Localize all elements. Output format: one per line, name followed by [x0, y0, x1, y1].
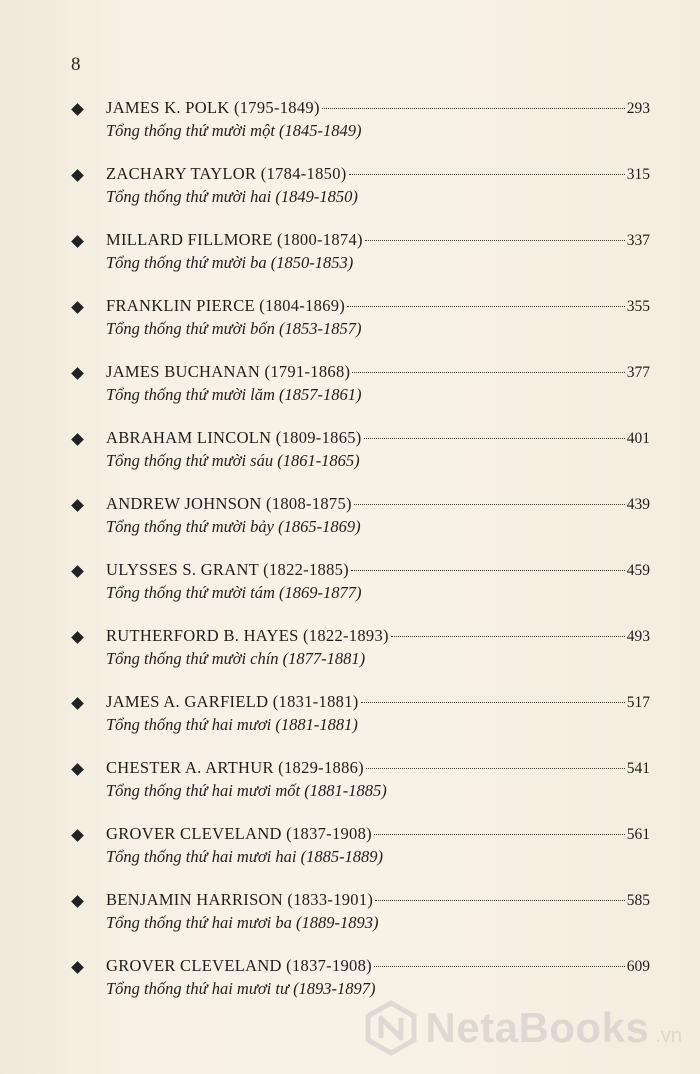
entry-subtitle: Tổng thống thứ mười sáu (1861-1865) [106, 451, 360, 470]
entry-subtitle: Tổng thống thứ hai mươi (1881-1881) [106, 715, 358, 734]
entry-name: BENJAMIN HARRISON (1833-1901) [106, 890, 374, 909]
diamond-bullet-icon [71, 631, 84, 644]
dot-leader [364, 438, 625, 439]
entry-page-number: 493 [626, 628, 650, 645]
diamond-bullet-icon [71, 829, 84, 842]
entry-name: ZACHARY TAYLOR (1784-1850) [106, 164, 347, 183]
toc-entry [70, 624, 650, 690]
diamond-bullet-icon [71, 763, 84, 776]
entry-subtitle: Tổng thống thứ hai mươi ba (1889-1893) [106, 913, 379, 932]
entry-subtitle: Tổng thống thứ mười bảy (1865-1869) [106, 517, 361, 536]
diamond-bullet-icon [71, 301, 84, 314]
watermark-brand: NetaBooks [425, 1004, 650, 1051]
page-number: 8 [71, 54, 81, 75]
diamond-bullet-icon [71, 235, 84, 248]
entry-subtitle: Tổng thống thứ hai mươi tư (1893-1897) [106, 979, 376, 998]
entry-subtitle: Tổng thống thứ hai mươi hai (1885-1889) [106, 847, 384, 866]
toc-entry [70, 294, 650, 360]
diamond-bullet-icon [71, 565, 84, 578]
dot-leader [352, 372, 624, 373]
toc-entry [70, 756, 650, 822]
dot-leader [391, 636, 625, 637]
dot-leader [322, 108, 625, 109]
watermark [363, 1000, 682, 1056]
entry-name: MILLARD FILLMORE (1800-1874) [106, 230, 363, 249]
entry-name: JAMES A. GARFIELD (1831-1881) [106, 692, 359, 711]
toc-entry [70, 228, 650, 294]
netabooks-logo-icon [363, 1000, 419, 1056]
entry-subtitle: Tổng thống thứ mười một (1845-1849) [106, 121, 362, 140]
diamond-bullet-icon [71, 499, 84, 512]
table-of-contents [70, 96, 650, 1020]
entry-name: RUTHERFORD B. HAYES (1822-1893) [106, 626, 389, 645]
dot-leader [361, 702, 625, 703]
dot-leader [349, 174, 625, 175]
entry-name: ULYSSES S. GRANT (1822-1885) [106, 560, 349, 579]
entry-page-number: 401 [626, 430, 650, 447]
dot-leader [374, 834, 625, 835]
dot-leader [354, 504, 625, 505]
entry-page-number: 459 [626, 562, 650, 579]
entry-page-number: 377 [626, 364, 650, 381]
watermark-suffix: .vn [655, 1025, 682, 1047]
entry-subtitle: Tổng thống thứ mười ba (1850-1853) [106, 253, 354, 272]
entry-subtitle: Tổng thống thứ mười lăm (1857-1861) [106, 385, 362, 404]
entry-name: ABRAHAM LINCOLN (1809-1865) [106, 428, 362, 447]
entry-subtitle: Tổng thống thứ mười tám (1869-1877) [106, 583, 362, 602]
entry-name: JAMES BUCHANAN (1791-1868) [106, 362, 351, 381]
toc-entry [70, 690, 650, 756]
entry-name: GROVER CLEVELAND (1837-1908) [106, 956, 372, 975]
toc-entry [70, 360, 650, 426]
diamond-bullet-icon [71, 895, 84, 908]
entry-subtitle: Tổng thống thứ mười bốn (1853-1857) [106, 319, 362, 338]
entry-page-number: 585 [626, 892, 650, 909]
diamond-bullet-icon [71, 169, 84, 182]
entry-subtitle: Tổng thống thứ mười hai (1849-1850) [106, 187, 358, 206]
diamond-bullet-icon [71, 367, 84, 380]
diamond-bullet-icon [71, 697, 84, 710]
toc-entry [70, 822, 650, 888]
entry-page-number: 293 [626, 100, 650, 117]
dot-leader [374, 966, 625, 967]
dot-leader [351, 570, 625, 571]
toc-entry [70, 492, 650, 558]
entry-page-number: 517 [626, 694, 650, 711]
entry-page-number: 541 [626, 760, 650, 777]
entry-subtitle: Tổng thống thứ hai mươi mốt (1881-1885) [106, 781, 387, 800]
entry-name: CHESTER A. ARTHUR (1829-1886) [106, 758, 364, 777]
toc-entry [70, 558, 650, 624]
toc-entry [70, 162, 650, 228]
diamond-bullet-icon [71, 103, 84, 116]
entry-name: JAMES K. POLK (1795-1849) [106, 98, 320, 117]
dot-leader [365, 240, 625, 241]
entry-page-number: 609 [626, 958, 650, 975]
toc-entry [70, 96, 650, 162]
entry-page-number: 561 [626, 826, 650, 843]
dot-leader [347, 306, 625, 307]
dot-leader [375, 900, 625, 901]
diamond-bullet-icon [71, 961, 84, 974]
dot-leader [366, 768, 625, 769]
entry-page-number: 337 [626, 232, 650, 249]
diamond-bullet-icon [71, 433, 84, 446]
entry-name: ANDREW JOHNSON (1808-1875) [106, 494, 352, 513]
entry-page-number: 315 [626, 166, 650, 183]
entry-name: FRANKLIN PIERCE (1804-1869) [106, 296, 346, 315]
entry-subtitle: Tổng thống thứ mười chín (1877-1881) [106, 649, 366, 668]
entry-name: GROVER CLEVELAND (1837-1908) [106, 824, 372, 843]
entry-page-number: 439 [626, 496, 650, 513]
toc-entry [70, 426, 650, 492]
entry-page-number: 355 [626, 298, 650, 315]
toc-entry [70, 888, 650, 954]
